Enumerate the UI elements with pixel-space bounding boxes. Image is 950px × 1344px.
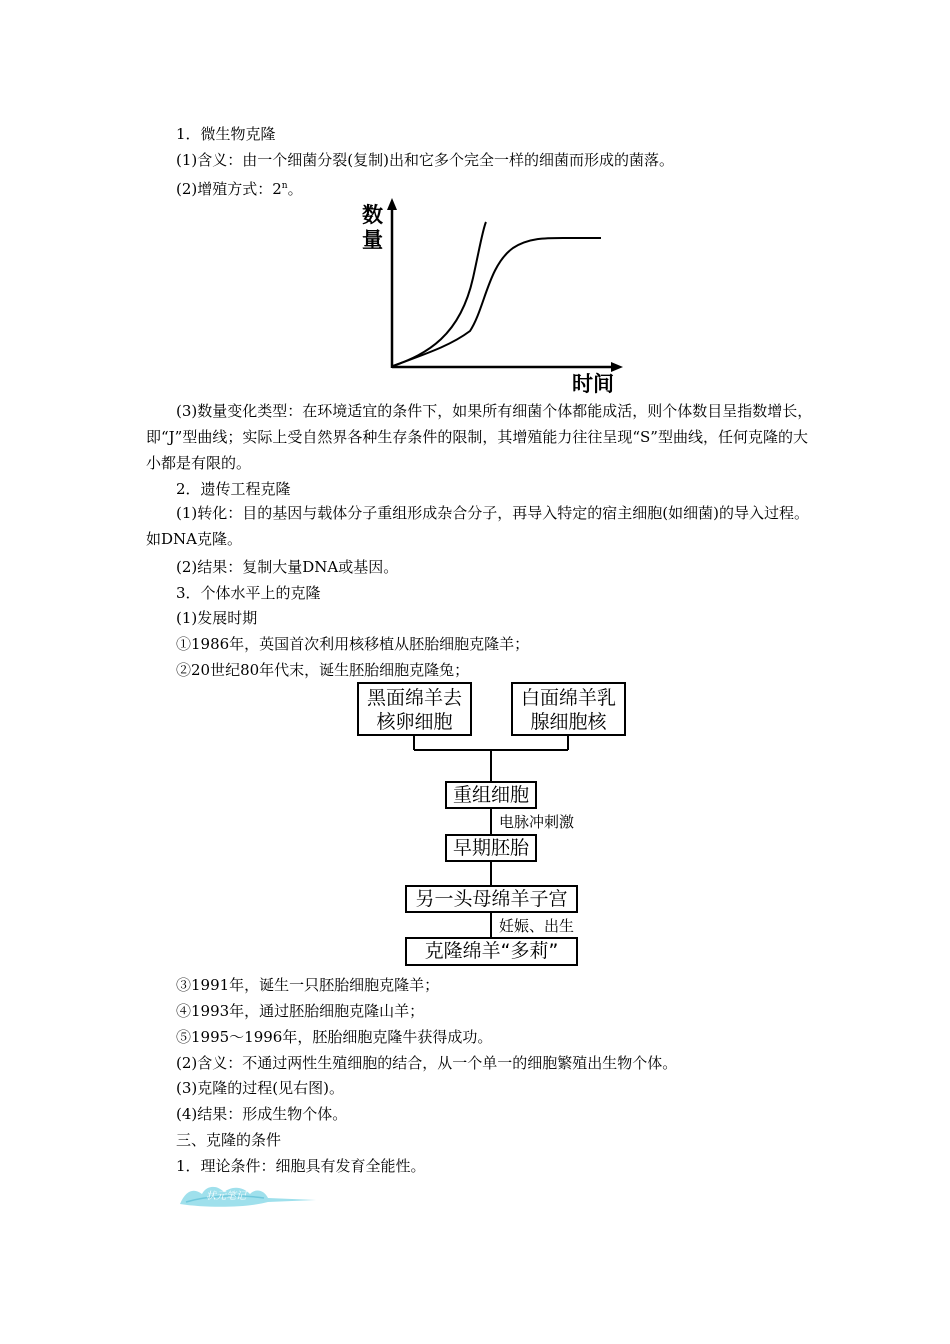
conditions-heading: 三、克隆的条件 (176, 1131, 282, 1149)
flow-box-enucleated-egg (357, 682, 472, 736)
flow-box-enucleated-egg-line1: 黑面绵羊去 (366, 687, 462, 709)
period-item-3: ③1991年，诞生一只胚胎细胞克隆羊； (176, 976, 440, 994)
section3-period: (1)发展时期 (176, 609, 258, 627)
y-axis-label-2: 量 (362, 228, 383, 252)
section3-result: (4)结果：形成生物个体。 (176, 1105, 348, 1123)
section3-title: 3．个体水平上的克隆 (176, 584, 321, 602)
notes-stamp-logo (176, 1180, 321, 1210)
conditions-theory: 1．理论条件：细胞具有发育全能性。 (176, 1157, 426, 1175)
flow-box-early-embryo: 早期胚胎 (445, 834, 537, 862)
y-axis-label-1: 数 (362, 203, 383, 227)
section1-meaning: (1)含义：由一个细菌分裂(复制)出和它多个完全一样的细菌而形成的菌落。 (176, 151, 674, 169)
flow-box-mammary-nucleus (511, 682, 626, 736)
flow-label-electric-pulse: 电脉冲刺激 (499, 813, 575, 831)
x-axis-label: 时间 (572, 372, 614, 396)
reproduction-exponent: n (281, 181, 288, 191)
reproduction-suffix: 。 (287, 180, 303, 198)
section2-title: 2．遗传工程克隆 (176, 480, 291, 498)
flow-box-recombined-cell: 重组细胞 (445, 781, 537, 809)
flow-box-surrogate-uterus: 另一头母绵羊子宫 (405, 885, 578, 913)
flow-box-mammary-nucleus-line1: 白面绵羊乳 (520, 687, 616, 709)
section2-result: (2)结果：复制大量DNA或基因。 (176, 558, 399, 576)
flow-box-mammary-nucleus-line2: 腺细胞核 (530, 711, 607, 733)
flow-box-dolly: 克隆绵羊“多莉” (405, 937, 578, 966)
section1-title: 1．微生物克隆 (176, 125, 276, 143)
flow-label-pregnancy-birth: 妊娠、出生 (499, 917, 575, 935)
number-change-type-paragraph: (3)数量变化类型：在环境适宜的条件下，如果所有细菌个体都能成活，则个体数目呈指数增长，即“J”型曲线；实际上受自然界各种生存条件的限制，其增殖能力往往呈现“S”型曲线，任何克隆的大小都是有限的。 (146, 402, 813, 472)
flow-box-enucleated-egg-line2: 核卵细胞 (376, 711, 453, 733)
period-item-4: ④1993年，通过胚胎细胞克隆山羊； (176, 1002, 425, 1020)
section2-transform: (1)转化：目的基因与载体分子重组形成杂合分子，再导入特定的宿主细胞(如细菌)的导入过程。如DNA克隆。 (146, 504, 809, 548)
section3-meaning: (2)含义：不通过两性生殖细胞的结合，从一个单一的细胞繁殖出生物个体。 (176, 1054, 678, 1072)
period-item-5: ⑤1995～1996年，胚胎细胞克隆牛获得成功。 (176, 1028, 493, 1046)
period-item-1: ①1986年，英国首次利用核移植从胚胎细胞克隆羊； (176, 635, 530, 653)
reproduction-prefix: (2)增殖方式：2 (176, 180, 282, 198)
notes-stamp-text: 状元笔记 (206, 1191, 246, 1202)
section3-process: (3)克隆的过程(见右图)。 (176, 1079, 344, 1097)
period-item-2: ②20世纪80年代末，诞生胚胎细胞克隆兔； (176, 661, 470, 679)
